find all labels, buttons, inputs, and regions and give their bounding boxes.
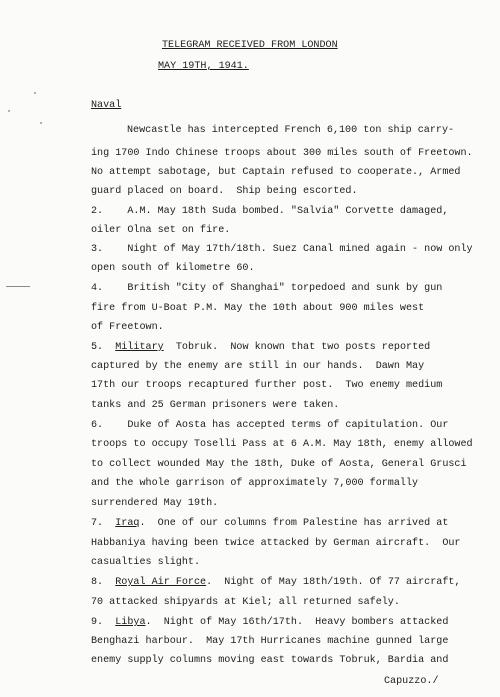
body-line: Newcastle has intercepted French 6,100 ton ship carry- [127,125,455,136]
margin-dot [34,92,36,94]
body-line: of Freetown. [91,322,164,333]
section-heading-naval: Naval [91,100,122,111]
body-line: and the whole garrison of approximately 7,000 formally [91,478,419,489]
body-line-iraq: 7. Iraq. One of our columns from Palestine has arrived at [91,518,449,529]
body-line: 3. Night of May 17th/18th. Suez Canal mined again - now only [91,244,473,255]
section-label-military: Military [115,342,164,353]
margin-mark [6,286,30,287]
body-line: 70 attacked shipyards at Kiel; all returned safely. [91,597,400,608]
body-line: 2. A.M. May 18th Suda bombed. "Salvia" Corvette damaged, [91,206,449,217]
body-line: to collect wounded May the 18th, Duke of Aosta, General Grusci [91,459,467,470]
body-line: 6. Duke of Aosta has accepted terms of capitulation. Our [91,420,449,431]
continuation-line: Capuzzo./ [384,676,439,687]
body-line: fire from U-Boat P.M. May the 10th about 900 miles west [91,303,425,314]
body-line: tanks and 25 German prisoners were taken. [91,400,340,411]
body-line: casualties slight. [91,557,201,568]
document-title: TELEGRAM RECEIVED FROM LONDON [162,40,338,51]
body-line: enemy supply columns moving east towards Tobruk, Bardia and [91,655,449,666]
section-label-iraq: Iraq [115,518,140,529]
body-line: captured by the enemy are still in our hands. Dawn May [91,361,425,372]
body-line-raf: 8. Royal Air Force. Night of May 18th/19th. Of 77 aircraft, [91,577,461,588]
body-line-libya: 9. Libya. Night of May 16th/17th. Heavy bombers attacked [91,617,449,628]
body-line-military: 5. Military Tobruk. Now known that two posts reported [91,342,431,353]
section-label-libya: Libya [115,617,146,628]
section-label-raf: Royal Air Force [115,577,207,588]
body-line: No attempt sabotage, but Captain refused to cooperate., Armed [91,167,461,178]
document-date: MAY 19TH, 1941. [158,61,249,72]
body-line: 17th our troops recaptured further post. Two enemy medium [91,380,443,391]
body-line: troops to occupy Toselli Pass at 6 A.M. May 18th, enemy allowed [91,439,473,450]
margin-dot [8,110,10,112]
body-line: 4. British "City of Shanghai" torpedoed and sunk by gun [91,283,443,294]
body-line: Benghazi harbour. May 17th Hurricanes machine gunned large [91,636,449,647]
body-line: oiler Olna set on fire. [91,225,231,236]
margin-dot [40,122,42,124]
body-line: Habbaniya having been twice attacked by German aircraft. Our [91,538,461,549]
body-line: guard placed on board. Ship being escorted. [91,186,358,197]
body-line: open south of kilometre 60. [91,263,255,274]
body-line: ing 1700 Indo Chinese troops about 300 miles south of Freetown. [91,148,473,159]
body-line: surrendered May 19th. [91,498,219,509]
